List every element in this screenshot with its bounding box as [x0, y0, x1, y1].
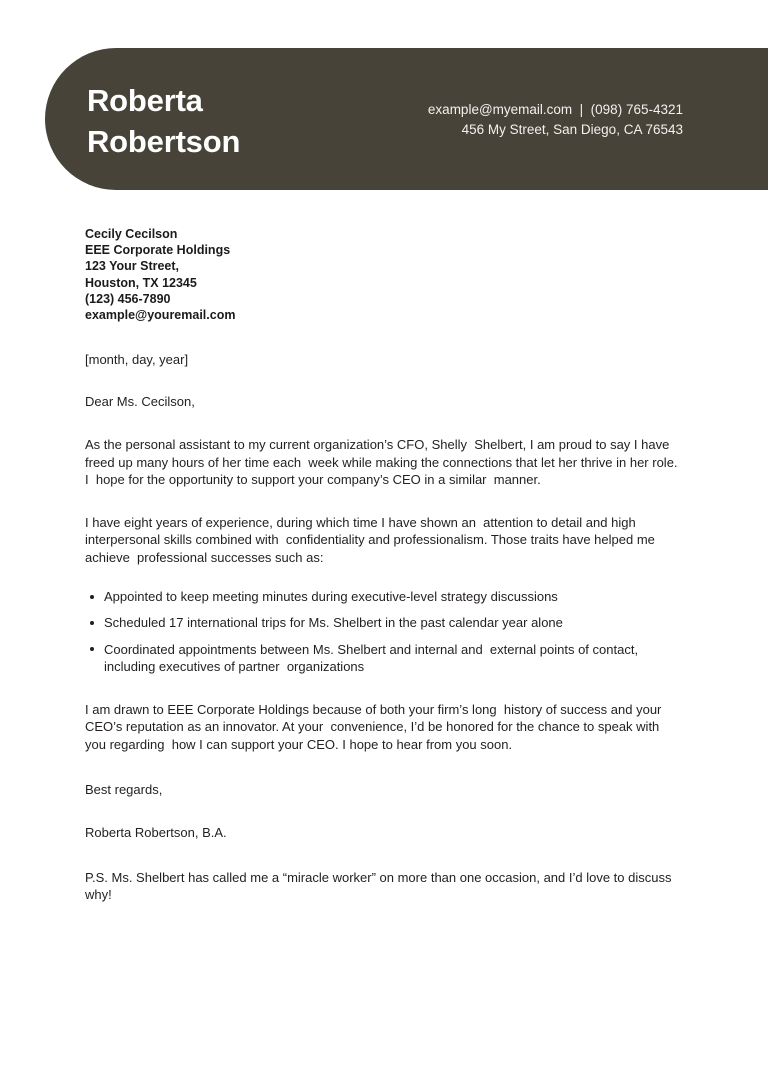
recipient-phone: (123) 456-7890 [85, 291, 171, 306]
list-item-label: Appointed to keep meeting minutes during executive-level strategy discussions [104, 589, 558, 604]
bullet-point-icon [90, 621, 94, 625]
letter-postscript: P.S. Ms. Shelbert has called me a “miracle worker” on more than one occasion, and I’d love to discuss why! [85, 869, 676, 902]
sender-contact-block [428, 100, 683, 140]
sender-first-name: Roberta [87, 83, 203, 118]
recipient-name: Cecily Cecilson [85, 227, 178, 241]
letter-salutation: Dear Ms. Cecilson, [85, 394, 195, 410]
sender-address: 456 My Street, San Diego, CA 76543 [461, 122, 683, 137]
recipient-company: EEE Corporate Holdings [85, 243, 231, 258]
bullet-point-icon [90, 647, 94, 651]
letter-signature: Roberta Robertson, B.A. [85, 825, 227, 841]
bullet-point-icon [90, 595, 94, 599]
body-paragraph-3: I am drawn to EEE Corporate Holdings because of both your firm’s long history of success and your CEO’s reputation as an innovator. At your convenience, I’d be honored for the chance to speak with you regarding how I can support your CEO. I hope to hear from you soon. [85, 702, 666, 752]
list-item-label: Scheduled 17 international trips for Ms. Shelbert in the past calendar year alone [104, 615, 563, 631]
letter-closing: Best regards, [85, 782, 163, 798]
list-item-label: Coordinated appointments between Ms. Shelbert and internal and external points of contact, including executives of partner organizations [104, 641, 642, 674]
list-item [85, 641, 665, 676]
letterhead-banner [45, 48, 768, 190]
recipient-email: example@youremail.com [85, 308, 236, 323]
body-paragraph-1: As the personal assistant to my current organization’s CFO, Shelly Shelbert, I am proud to say I have freed up many hours of her time each week while making the connections that let her thrive in her role. I hope for the opportunity to support your company’s CEO in a similar manner. [85, 437, 682, 487]
recipient-address-block [85, 226, 685, 323]
recipient-street: 123 Your Street, [85, 259, 180, 274]
list-item [85, 614, 665, 631]
body-paragraph-2: I have eight years of experience, during which time I have shown an attention to detail and high interpersonal skills combined with confidentiality and professionalism. Those traits have helped me achieve professional successes such as: [85, 515, 659, 565]
recipient-city-state-zip: Houston, TX 12345 [85, 275, 197, 290]
list-item [85, 588, 665, 605]
sender-email-phone: example@myemail.com | (098) 765-4321 [427, 102, 683, 117]
letter-body [85, 226, 685, 903]
sender-last-name: Robertson [87, 124, 241, 159]
achievements-list [85, 588, 665, 675]
sender-name [87, 80, 240, 162]
letter-date: [month, day, year] [85, 352, 189, 368]
